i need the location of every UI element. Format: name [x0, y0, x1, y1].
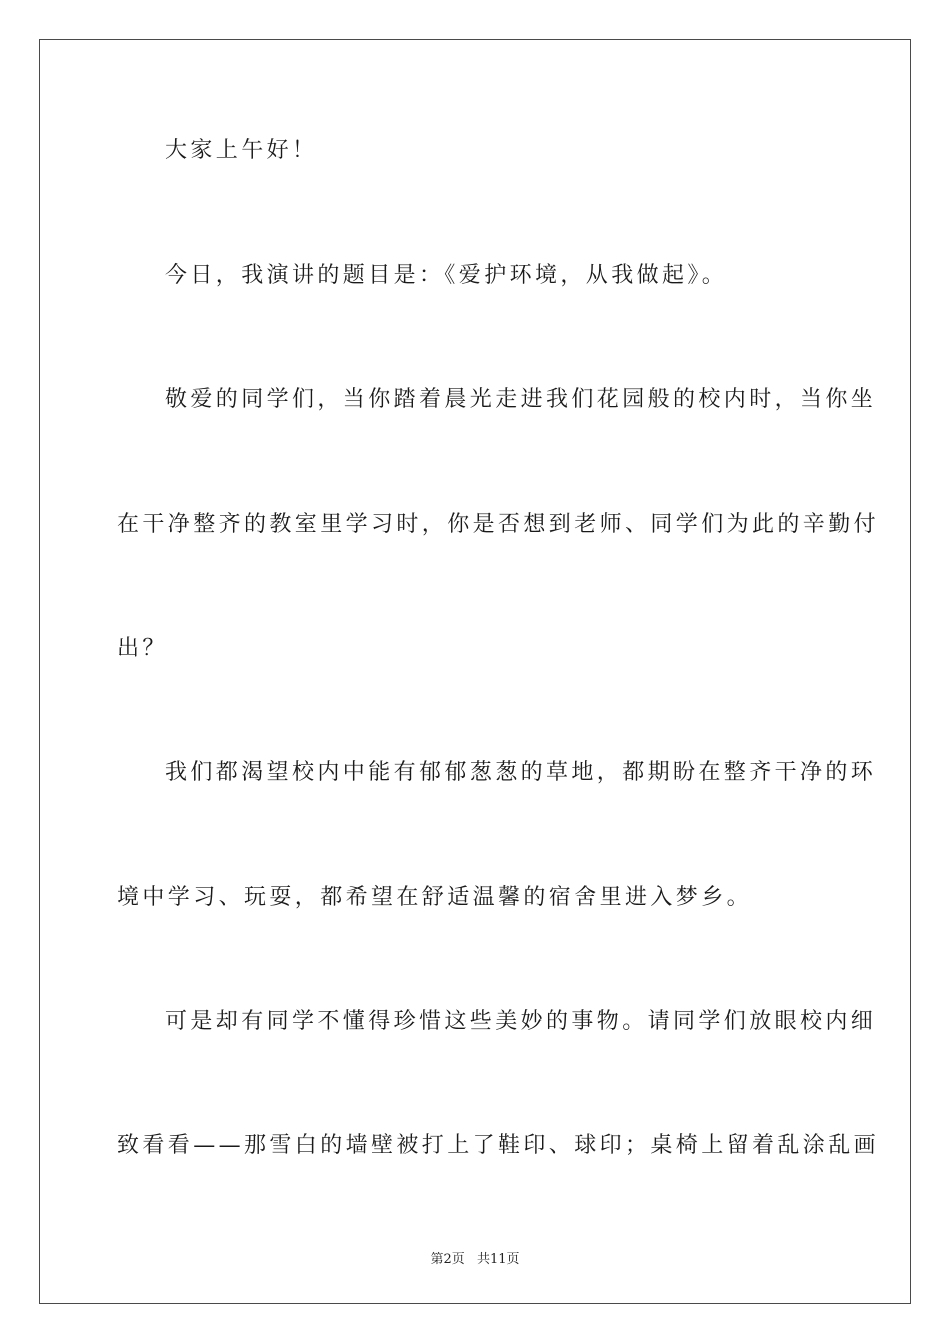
greeting-line: 大家上午好！ — [165, 138, 318, 163]
paragraph-2-line-2: 境中学习、玩耍，都希望在舒适温馨的宿舍里进入梦乡。 — [117, 885, 753, 910]
paragraph-1-line-1: 敬爱的同学们，当你踏着晨光走进我们花园般的校内时，当你坐 — [165, 387, 877, 412]
paragraph-1-line-2: 在干净整齐的教室里学习时，你是否想到老师、同学们为此的辛勤付 — [117, 512, 880, 537]
page-number: 第2页 — [430, 1252, 465, 1267]
topic-line: 今日，我演讲的题目是：《爱护环境，从我做起》。 — [165, 263, 728, 288]
paragraph-2-line-1: 我们都渴望校内中能有郁郁葱葱的草地，都期盼在整齐干净的环 — [165, 760, 877, 785]
paragraph-3-line-2: 致看看——那雪白的墙壁被打上了鞋印、球印；桌椅上留着乱涂乱画 — [117, 1133, 880, 1158]
paragraph-1-line-3: 出？ — [117, 636, 168, 661]
paragraph-3-line-1: 可是却有同学不懂得珍惜这些美妙的事物。请同学们放眼校内细 — [165, 1009, 877, 1034]
page-border — [39, 39, 911, 1304]
total-pages: 共11页 — [476, 1252, 520, 1267]
page-footer — [0, 1248, 950, 1267]
